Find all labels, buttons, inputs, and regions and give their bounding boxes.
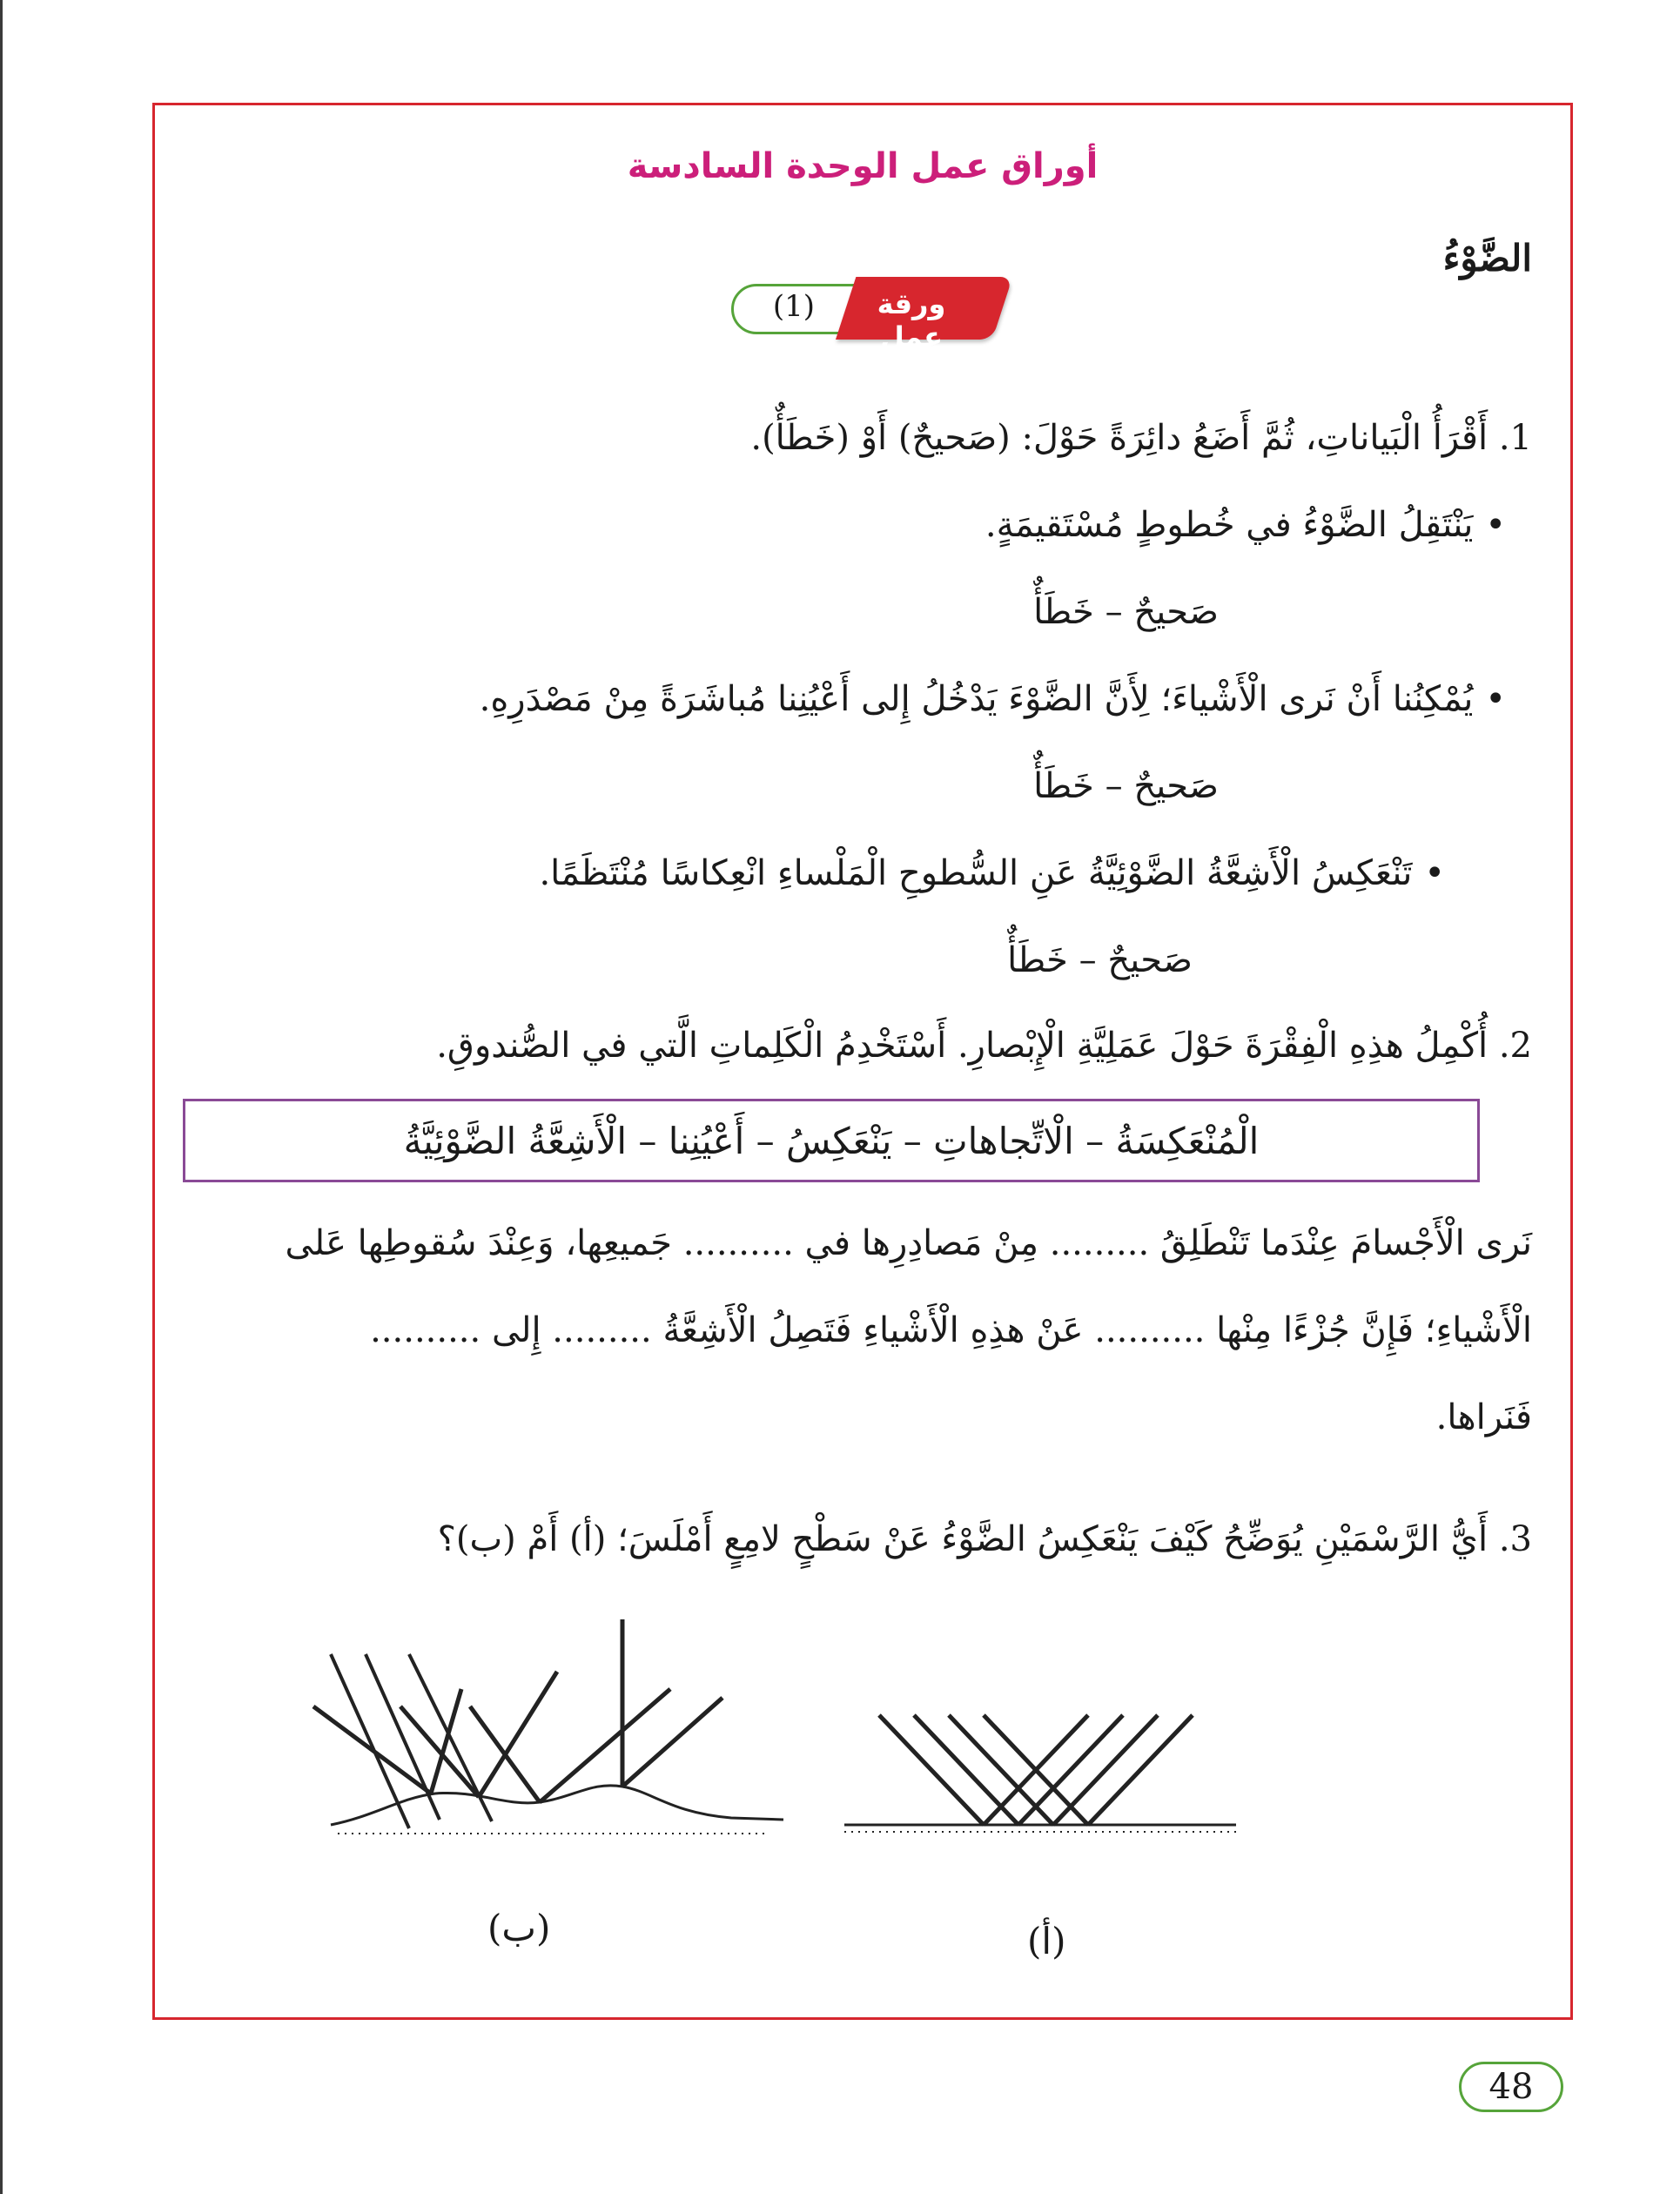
q1-item-3-choices[interactable]: صَحيحٌ – خَطَأٌ	[1007, 940, 1193, 980]
reflection-diagram	[279, 1619, 1393, 1968]
badge-number: (1)	[772, 289, 816, 324]
question-1: 1. أَقْرَأُ الْبَياناتِ، ثُمَّ أَضَعُ دائِرَةً حَوْلَ: (صَحيحٌ) أَوْ (خَطَأٌ).	[750, 418, 1532, 458]
paragraph-line-1[interactable]: نَرى الْأَجْسامَ عِنْدَما تَنْطَلِقُ ......... مِنْ مَصادِرِها في .......... جَميعِها، وَعِنْدَ سُقوطِها عَلى	[285, 1223, 1532, 1263]
page-edge-rule	[0, 0, 3, 2194]
bullet: •	[1485, 679, 1506, 719]
question-2: 2. أُكْمِلُ هذِهِ الْفِقْرَةَ حَوْلَ عَمَلِيَّةِ الْإِبْصارِ. أَسْتَخْدِمُ الْكَلِماتِ الَّتي في الصُّندوقِ.	[436, 1026, 1532, 1066]
q1-item-1	[985, 505, 1506, 545]
bullet: •	[1485, 505, 1506, 545]
paragraph-line-2[interactable]: الْأَشْياءِ؛ فَإِنَّ جُزْءًا مِنْها .......... عَنْ هذِهِ الْأَشْياءِ فَتَصِلُ الْأَشِعَّةُ ......... إِلى ..........	[370, 1310, 1532, 1350]
worksheet-badge	[731, 277, 992, 353]
section-title: الضَّوْءُ	[1442, 237, 1532, 279]
q1-item-2-text: يُمْكِنُنا أَنْ نَرى الْأَشْياءَ؛ لِأَنَّ الضَّوْءَ يَدْخُلُ إِلى أَعْيُنِنا مُباشَرَةً مِنْ مَصْدَرِهِ.	[479, 679, 1474, 719]
figure-b-rough-surface	[313, 1619, 783, 1834]
q1-item-2	[480, 679, 1506, 719]
figure-a-smooth-surface	[844, 1715, 1236, 1832]
badge-label: ورقة عمل	[877, 287, 946, 353]
q1-item-3	[539, 853, 1445, 893]
reflection-figures	[279, 1619, 1393, 1968]
q1-item-2-choices[interactable]: صَحيحٌ – خَطَأٌ	[1033, 766, 1219, 806]
page-number: 48	[1459, 2062, 1563, 2112]
bullet: •	[1424, 853, 1445, 893]
figure-b-label: (ب)	[487, 1907, 551, 1949]
word-bank-box: الْمُنْعَكِسَةُ – الْاتِّجاهاتِ – يَنْعَكِسُ – أَعْيُنِنا – الْأَشِعَّةُ الضَّوْئِيَّةُ	[183, 1099, 1480, 1182]
figure-a-label: (أ)	[1027, 1920, 1066, 1962]
q1-item-1-choices[interactable]: صَحيحٌ – خَطَأٌ	[1033, 592, 1219, 632]
q1-item-3-text: تَنْعَكِسُ الْأَشِعَّةُ الضَّوْئِيَّةُ عَنِ السُّطوحِ الْمَلْساءِ انْعِكاسًا مُنْتَظَمًا.	[539, 853, 1413, 893]
question-3: 3. أَيُّ الرَّسْمَيْنِ يُوَضِّحُ كَيْفَ يَنْعَكِسُ الضَّوْءُ عَنْ سَطْحٍ لامِعٍ أَمْلَسَ؛ (أ) أَمْ (ب)؟	[437, 1519, 1532, 1559]
q1-item-1-text: يَنْتَقِلُ الضَّوْءُ في خُطوطٍ مُسْتَقيمَةٍ.	[984, 505, 1474, 545]
paragraph-line-3: فَنَراها.	[1435, 1397, 1532, 1437]
unit-title: أوراق عمل الوحدة السادسة	[627, 146, 1099, 186]
